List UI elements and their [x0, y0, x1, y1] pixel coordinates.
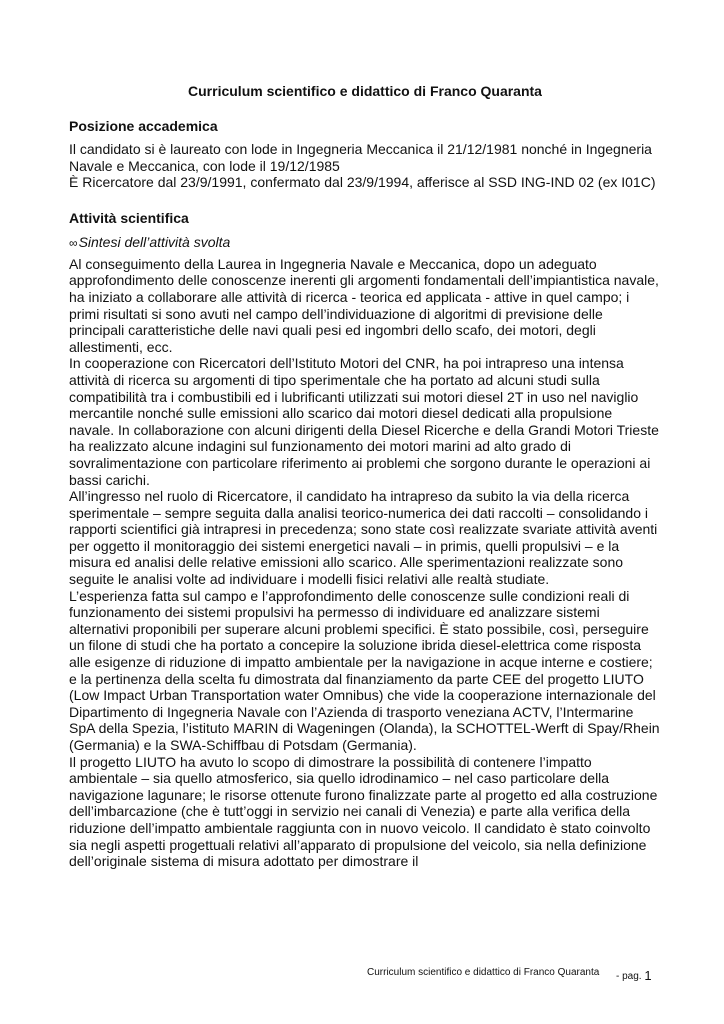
page-footer: [0, 963, 724, 983]
section-heading-academic-position: Posizione accademica: [69, 118, 218, 134]
activity-paragraph: All’ingresso nel ruolo di Ricercatore, il candidato ha intrapreso da subito la via della ricerca sperimentale – sempre seguita dalla analisi teorico-numerica dei dati raccolti – consolidando i rapporti scientifici già intrapresi in precedenza; sono state così realizzate svariate attività aventi per oggetto il monitoraggio dei sistemi energetici navali – in primis, quelli propulsivi – e la misura ed analisi delle relative emissioni allo scarico. Alle sperimentazioni realizzate sono seguite le analisi volte ad individuare i modelli fisici relativi alle realtà studiate.: [69, 488, 658, 588]
activity-summary-label: Sintesi dell’attività svolta: [78, 233, 231, 250]
document-title: Curriculum scientifico e didattico di Franco Quaranta: [188, 83, 542, 99]
scientific-activity-section: [69, 209, 661, 870]
footer-page-label: - pag.: [616, 971, 642, 982]
document-page: [69, 82, 661, 888]
academic-position-line: Il candidato si è laureato con lode in Ingegneria Meccanica il 21/12/1981 nonché in Ingegneria Navale e Meccanica, con lode il 19/12/1985: [69, 141, 652, 174]
academic-position-line: È Ricercatore dal 23/9/1991, confermato dal 23/9/1994, afferisce al SSD ING-IND 02 (ex I01C): [69, 174, 656, 191]
activity-summary-subheading: [69, 233, 661, 252]
activity-paragraph: Al conseguimento della Laurea in Ingegneria Navale e Meccanica, dopo un adeguato approfondimento delle conoscenze inerenti gli argomenti fondamentali dell’impiantistica navale, ha iniziato a collaborare alle attività di ricerca - teorica ed applicata - attive in quel campo; i primi risultati si sono avuti nel campo dell’individuazione di algoritmi di previsione delle principali caratteristiche delle navi quali pesi ed ingombri dello scafo, dei motori, degli allestimenti, ecc.: [69, 255, 659, 355]
activity-paragraph: Il progetto LIUTO ha avuto lo scopo di dimostrare la possibilità di contenere l’impatto ambientale – sia quello atmosferico, sia quello idrodinamico – nel caso particolare della navigazione lagunare; le risorse ottenute furono finalizzate parte al progetto ed alla costruzione dell’imbarcazione (che è tutt’oggi in servizio nei canali di Venezia) e parte alla verifica della riduzione dell’impatto ambientale raggiunta con in nuovo veicolo. Il candidato è stato coinvolto sia negli aspetti progettuali relativi all’apparato di propulsione del veicolo, sia nella definizione dell’originale sistema di misura adottato per dimostrare il: [69, 753, 658, 870]
section-heading-scientific-activity: Attività scientifica: [69, 209, 189, 226]
academic-position-section: [69, 117, 661, 191]
footer-page-number: 1: [644, 968, 652, 983]
infinity-bullet-icon: ∞: [69, 235, 78, 250]
activity-paragraph: In cooperazione con Ricercatori dell’Istituto Motori del CNR, ha poi intrapreso una intensa attività di ricerca su argomenti di tipo sperimentale che ha portato ad alcuni studi sulla compatibilità tra i combustibili ed i lubrificanti utilizzati sui motori diesel 2T in uso nel naviglio mercantile nonché sulle emissioni allo scarico dai motori diesel dedicati alla propulsione navale. In collaborazione con alcuni dirigenti della Diesel Ricerche e della Grandi Motori Trieste ha realizzato alcune indagini sul funzionamento dei motori marini ad alto grado di sovralimentazione con particolare riferimento ai problemi che sorgono durante le operazioni ai bassi carichi.: [69, 355, 659, 488]
footer-page-indicator: [616, 967, 652, 982]
activity-paragraph: L’esperienza fatta sul campo e l’approfondimento delle conoscenze sulle condizioni reali di funzionamento dei sistemi propulsivi ha permesso di individuare ed analizzare sistemi alternativi proponibili per superare alcuni problemi specifici. È stato possibile, così, perseguire un filone di studi che ha portato a concepire la soluzione ibrida diesel-elettrica come risposta alle esigenze di riduzione di impatto ambientale per la navigazione in acque interne e costiere; e la pertinenza della scelta fu dimostrata dal finanziamento da parte CEE del progetto LIUTO (Low Impact Urban Transportation water Omnibus) che vide la cooperazione internazionale del Dipartimento di Ingegneria Navale con l’Azienda di trasporto veneziana ACTV, l’Intermarine SpA della Spezia, l’istituto MARIN di Wageningen (Olanda), la SCHOTTEL-Werft di Spay/Rhein (Germania) e la SWA-Schiffbau di Potsdam (Germania).: [69, 587, 660, 753]
footer-title: Curriculum scientifico e didattico di Franco Quaranta: [367, 967, 600, 978]
